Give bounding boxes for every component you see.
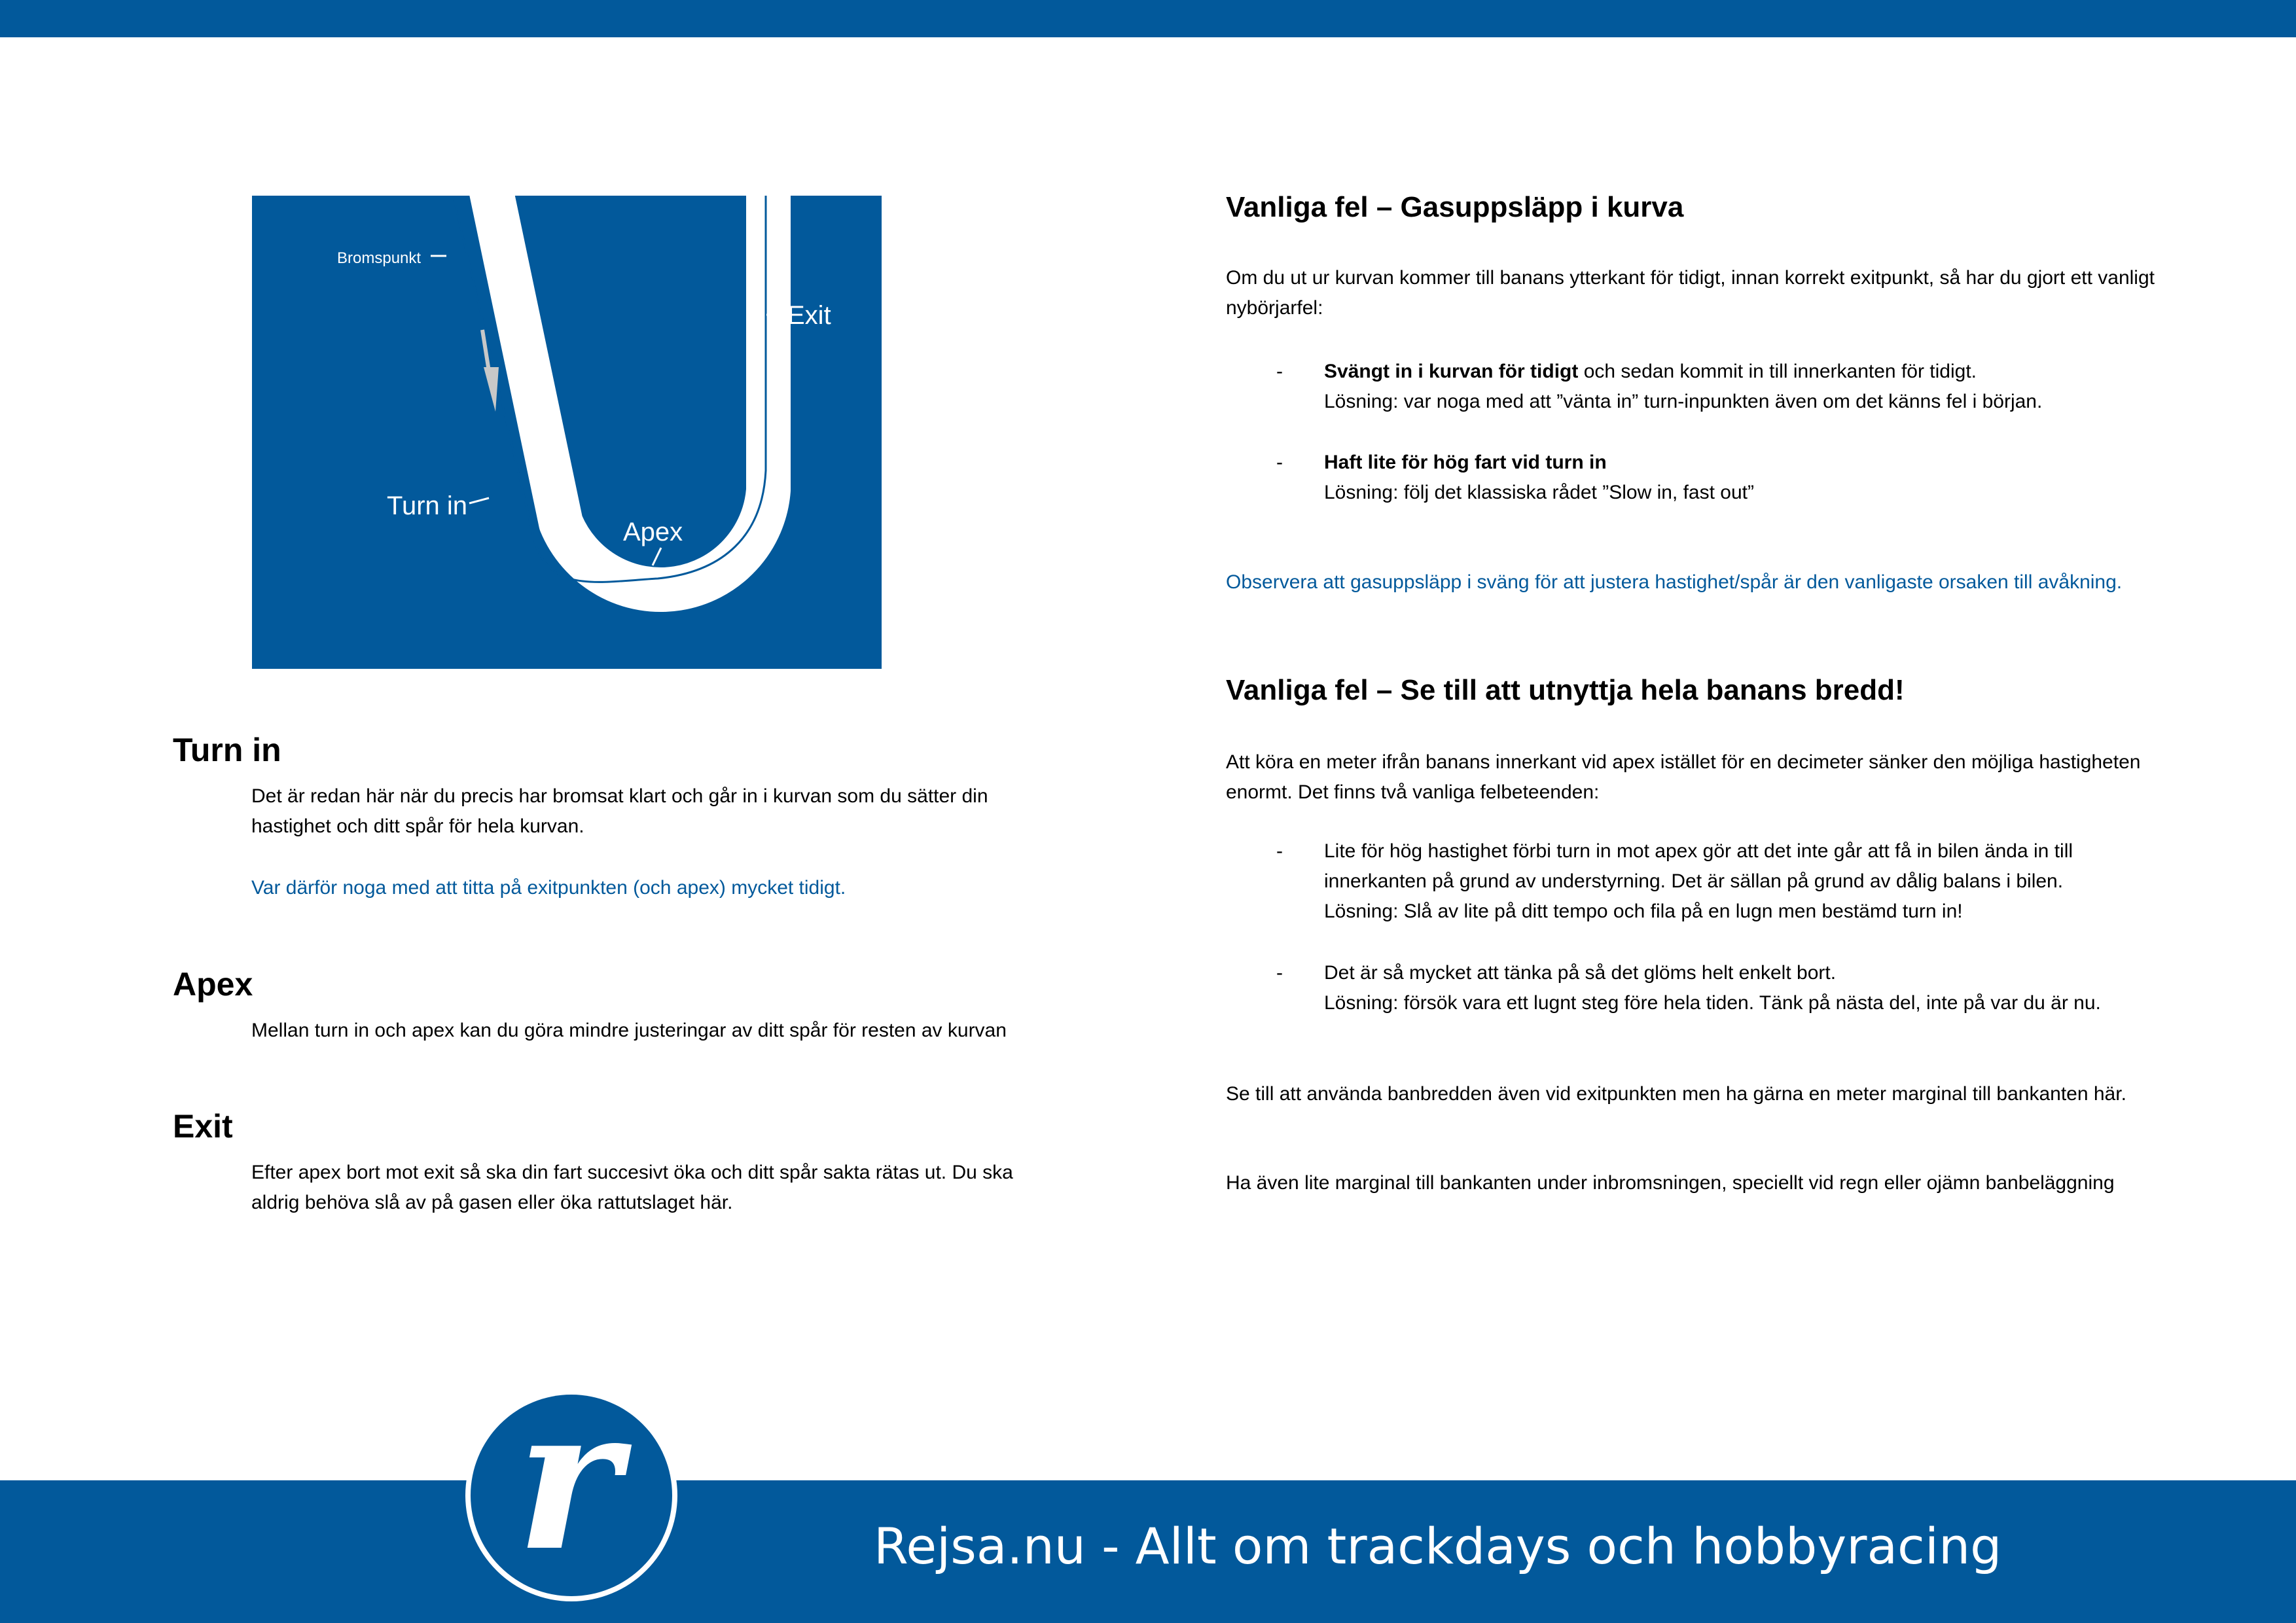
section1-intro: Om du ut ur kurvan kommer till banans ytterkant för tidigt, innan korrekt exitpunkt, så har du gjort ett vanligt nybörjarfel:: [1226, 267, 2155, 319]
exit-text: Efter apex bort mot exit så ska din fart succesivt öka och ditt spår sakta rätas ut. Du ska aldrig behöva slå av på gasen eller öka rattutslaget här.: [251, 1162, 1013, 1213]
section2-item1: [1324, 836, 2136, 927]
top-bar: [0, 0, 2296, 37]
exit-label: Exit: [787, 301, 831, 330]
section1-item1-rest: och sedan kommit in till innerkanten för tidigt.: [1578, 361, 1977, 382]
section2-outro1: Se till att använda banbredden även vid exitpunkten men ha gärna en meter marginal till bankanten här.: [1226, 1083, 2126, 1105]
apex-label: Apex: [623, 518, 683, 546]
turn-in-text: Det är redan här när du precis har bromsat klart och går in i kurvan som du sätter din hastighet och ditt spår för hela kurvan.: [251, 785, 988, 837]
turn-in-note: Var därför noga med att titta på exitpunkten (och apex) mycket tidigt.: [251, 877, 846, 899]
section2-item2-bullet: -: [1276, 962, 1283, 984]
section2-outro2: Ha även lite marginal till bankanten under inbromsningen, speciellt vid regn eller ojämn banbeläggning: [1226, 1172, 2115, 1194]
section2-item2-solution: Lösning: försök vara ett lugnt steg före hela tiden. Tänk på nästa del, inte på var du är nu.: [1324, 992, 2101, 1014]
section1-item1-bold: Svängt in i kurvan för tidigt: [1324, 361, 1579, 382]
section2-item1-text: Lite för hög hastighet förbi turn in mot apex gör att det inte går att få in bilen ända in till innerkanten på grund av understyrning. Det är sällan på grund av dålig balans i bilen.: [1324, 840, 2073, 892]
brake-point-label: Bromspunkt: [337, 249, 422, 267]
apex-text: Mellan turn in och apex kan du göra mindre justeringar av ditt spår för resten av kurvan: [251, 1020, 1007, 1041]
section2-intro: Att köra en meter ifrån banans innerkant vid apex istället för en decimeter sänker den möjliga hastigheten enormt. Det finns två vanliga felbeteenden:: [1226, 751, 2141, 803]
section1-item1-solution: Lösning: var noga med att ”vänta in” turn-inpunkten även om det känns fel i början.: [1324, 391, 2043, 412]
exit-heading: Exit: [173, 1108, 233, 1145]
section2-item2-text: Det är så mycket att tänka på så det glöms helt enkelt bort.: [1324, 962, 1837, 984]
section1-item2-bullet: -: [1276, 452, 1283, 473]
section1-note: Observera att gasuppsläpp i sväng för att justera hastighet/spår är den vanligaste orsaken till avåkning.: [1226, 571, 2123, 593]
turn-in-label: Turn in: [387, 491, 468, 520]
section1-item2: [1324, 448, 2175, 508]
apex-heading: Apex: [173, 966, 253, 1003]
section2-heading: Vanliga fel – Se till att utnyttja hela banans bredd!: [1226, 674, 1905, 706]
footer-title: Rejsa.nu - Allt om trackdays och hobbyracing: [874, 1517, 2002, 1575]
section1-heading: Vanliga fel – Gasuppsläpp i kurva: [1226, 191, 1684, 223]
section1-item1-bullet: -: [1276, 361, 1283, 382]
rejsa-logo: [463, 1387, 679, 1603]
section2-item1-solution: Lösning: Slå av lite på ditt tempo och fila på en lugn men bestämd turn in!: [1324, 901, 1963, 922]
section1-item1: [1324, 357, 2175, 417]
corner-diagram: [252, 196, 882, 669]
logo-letter: r: [516, 1387, 620, 1594]
turn-in-heading: Turn in: [173, 732, 281, 768]
section2-item2: [1324, 958, 2175, 1018]
section1-item2-solution: Lösning: följ det klassiska rådet ”Slow in, fast out”: [1324, 482, 1754, 503]
section2-item1-bullet: -: [1276, 840, 1283, 862]
section1-item2-bold: Haft lite för hög fart vid turn in: [1324, 452, 1607, 473]
